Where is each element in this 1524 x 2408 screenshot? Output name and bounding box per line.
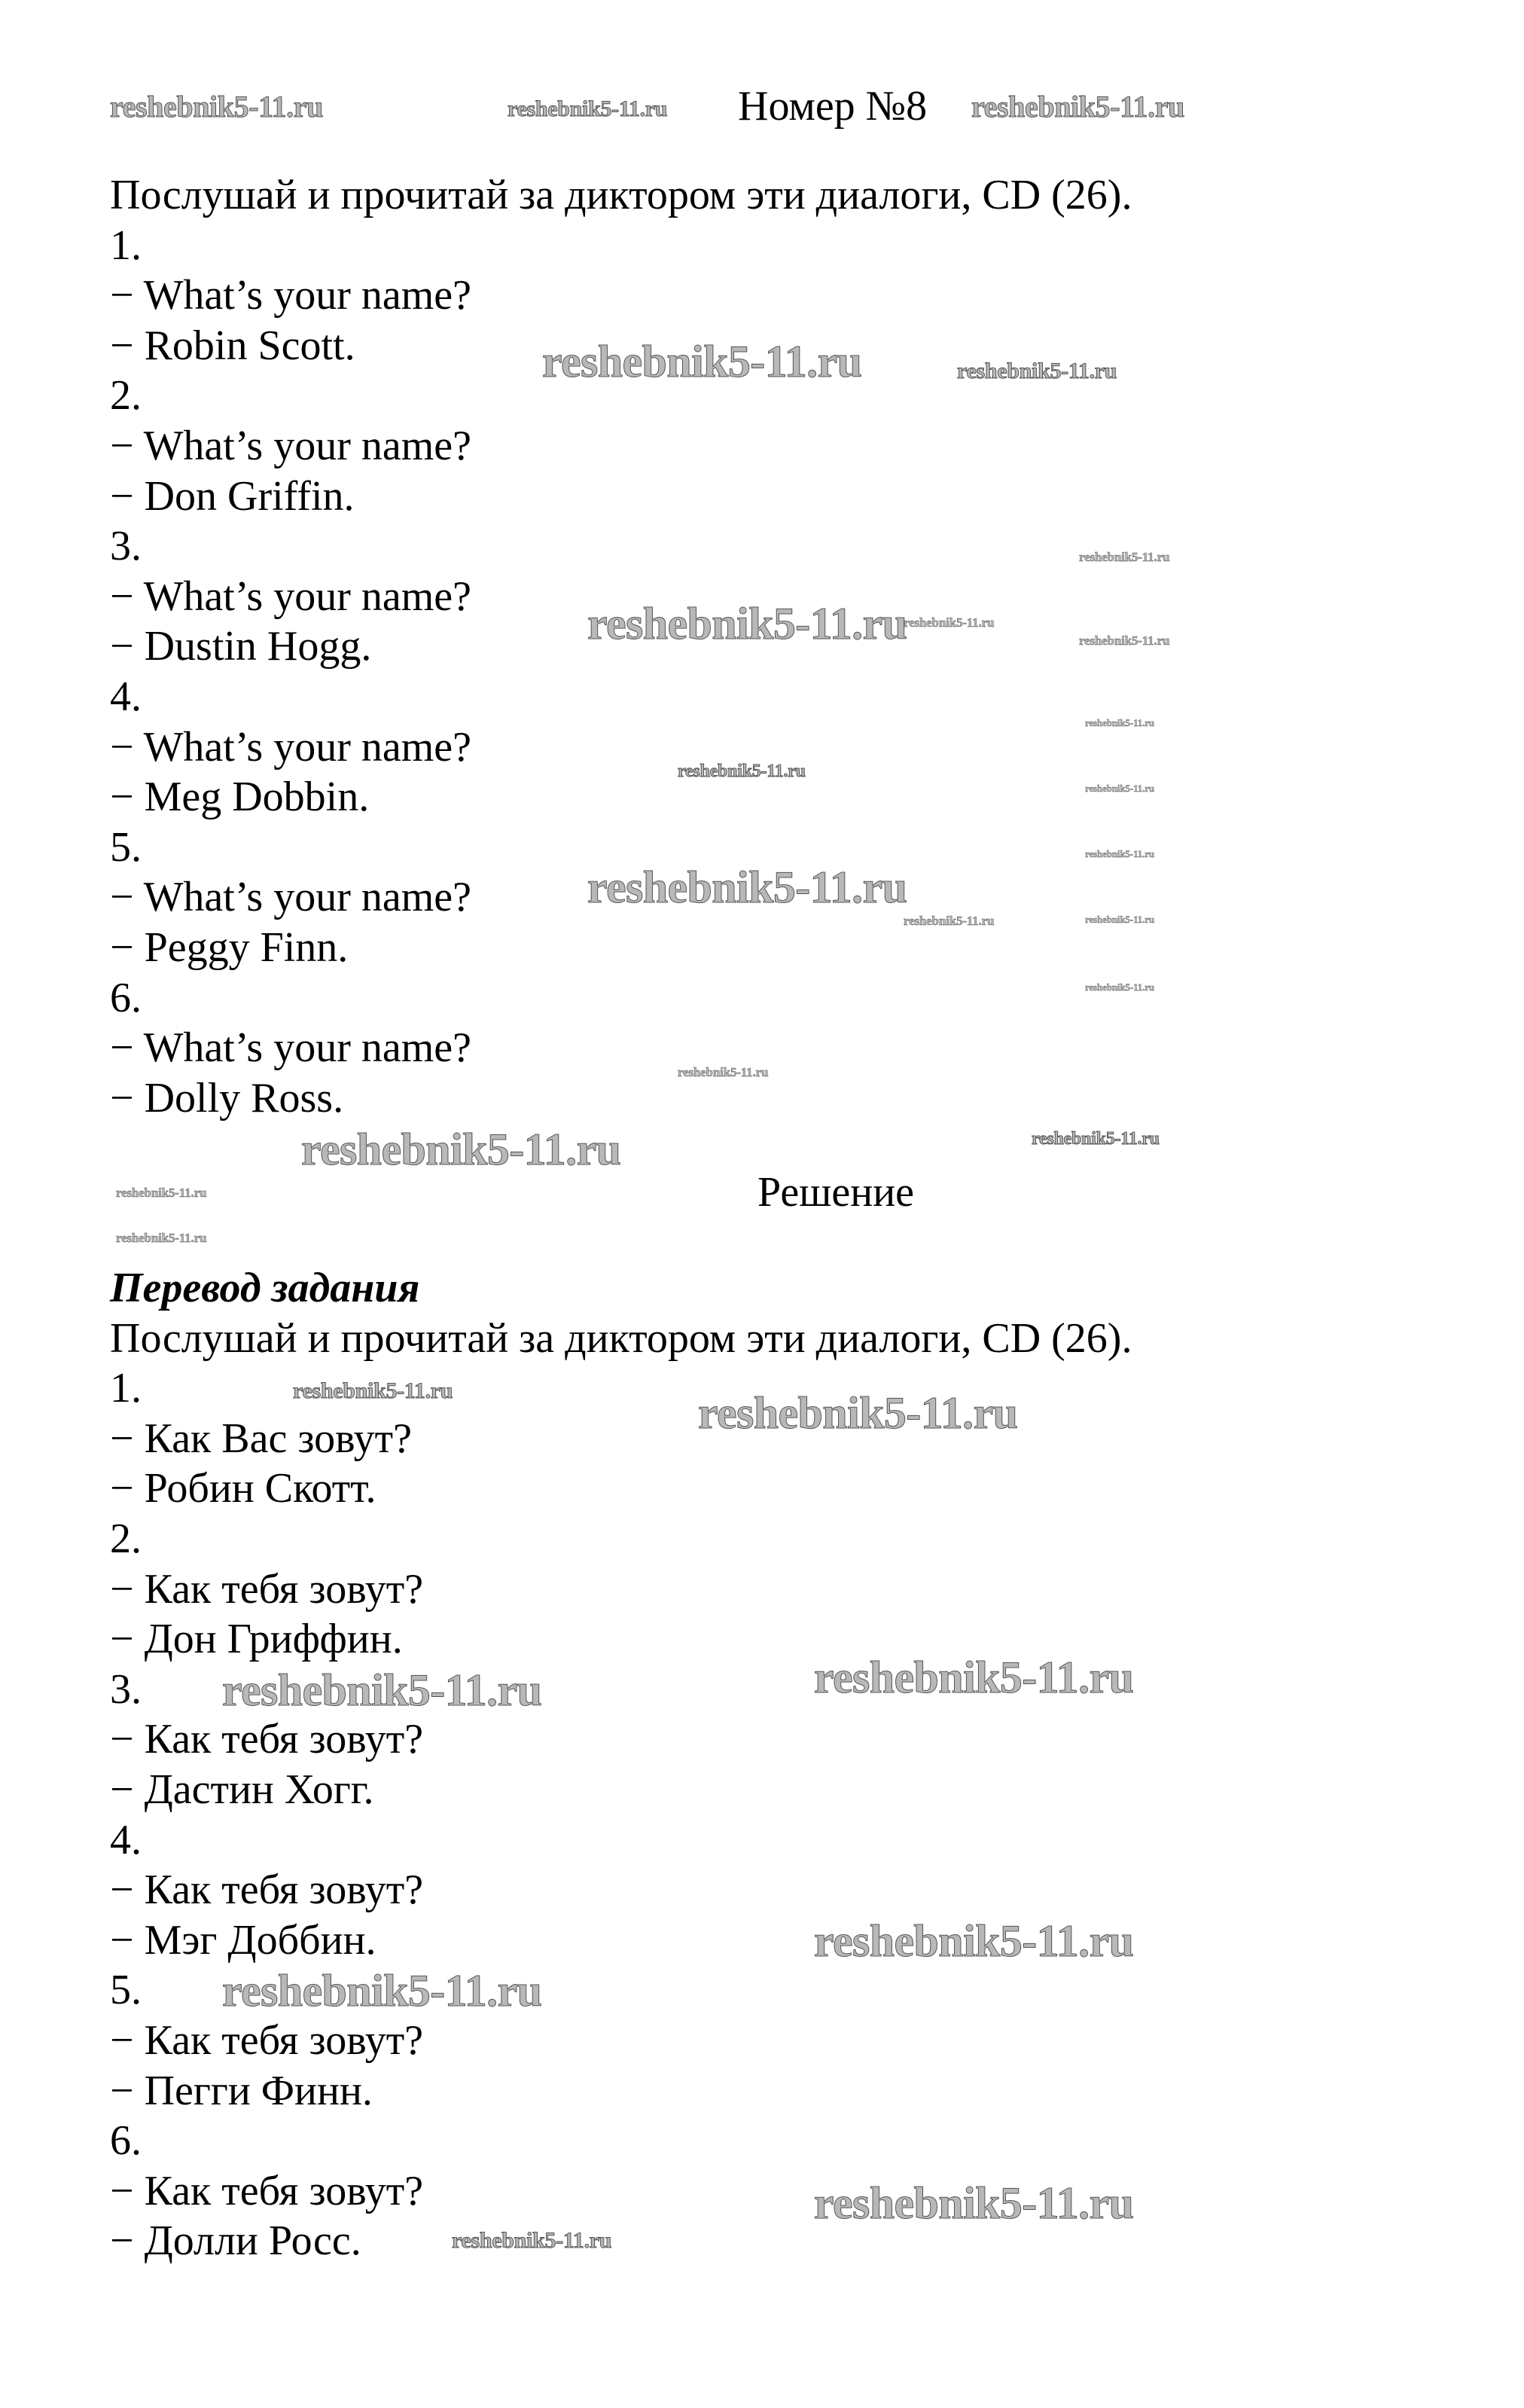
dialog-line: 3. xyxy=(110,523,142,570)
watermark: reshebnik5-11.ru xyxy=(904,914,995,928)
task-intro: Послушай и прочитай за диктором эти диалоги, CD (26). xyxy=(110,172,1132,218)
dialog-line: − Meg Dobbin. xyxy=(110,774,370,821)
dialog-line: 2. xyxy=(110,1515,142,1562)
watermark: reshebnik5-11.ru xyxy=(678,1065,769,1079)
dialog-line: − Dustin Hogg. xyxy=(110,623,372,670)
watermark: reshebnik5-11.ru xyxy=(1079,633,1170,648)
dialog-line: − Как тебя зовут? xyxy=(110,2016,424,2064)
watermark: reshebnik5-11.ru xyxy=(587,862,907,912)
dialog-line: − What’s your name? xyxy=(110,272,471,319)
watermark: reshebnik5-11.ru xyxy=(971,90,1184,124)
dialog-line: 2. xyxy=(110,372,142,420)
watermark: reshebnik5-11.ru xyxy=(301,1125,621,1174)
watermark: reshebnik5-11.ru xyxy=(1085,717,1154,728)
dialog-line: − What’s your name? xyxy=(110,874,471,921)
watermark: reshebnik5-11.ru xyxy=(110,90,323,124)
watermark: reshebnik5-11.ru xyxy=(698,1388,1018,1438)
watermark: reshebnik5-11.ru xyxy=(678,761,806,781)
watermark: reshebnik5-11.ru xyxy=(1079,550,1170,564)
dialog-line: − Dolly Ross. xyxy=(110,1074,344,1122)
dialog-line: − Дастин Хогг. xyxy=(110,1766,374,1813)
dialog-line: 6. xyxy=(110,974,142,1021)
solution-label: Решение xyxy=(757,1169,915,1216)
dialog-line: 5. xyxy=(110,823,142,871)
dialog-line: 4. xyxy=(110,673,142,720)
dialog-line: 5. xyxy=(110,1967,142,2014)
watermark: reshebnik5-11.ru xyxy=(116,1231,207,1245)
dialog-line: 3. xyxy=(110,1665,142,1713)
watermark: reshebnik5-11.ru xyxy=(452,2228,612,2253)
watermark: reshebnik5-11.ru xyxy=(814,2178,1134,2228)
dialog-line: − Пегги Финн. xyxy=(110,2067,373,2114)
dialog-line: − Как тебя зовут? xyxy=(110,1866,424,1914)
dialog-line: − Как тебя зовут? xyxy=(110,2167,424,2214)
dialog-line: − What’s your name? xyxy=(110,723,471,771)
dialog-line: − What’s your name? xyxy=(110,422,471,469)
dialog-line: − Робин Скотт. xyxy=(110,1465,376,1512)
watermark: reshebnik5-11.ru xyxy=(1085,783,1154,794)
watermark: reshebnik5-11.ru xyxy=(1085,914,1154,925)
watermark: reshebnik5-11.ru xyxy=(542,337,862,386)
dialog-line: − Долли Росс. xyxy=(110,2217,361,2265)
page-title: Номер №8 xyxy=(738,83,928,130)
dialog-line: − Мэг Доббин. xyxy=(110,1916,376,1964)
translation-heading: Перевод задания xyxy=(110,1265,420,1311)
dialog-line: − What’s your name? xyxy=(110,1024,471,1072)
watermark: reshebnik5-11.ru xyxy=(1032,1129,1160,1149)
watermark: reshebnik5-11.ru xyxy=(957,359,1117,383)
watermark: reshebnik5-11.ru xyxy=(222,1966,542,2016)
dialog-line: − Дон Гриффин. xyxy=(110,1616,403,1663)
watermark: reshebnik5-11.ru xyxy=(814,1916,1134,1966)
dialog-line: − What’s your name? xyxy=(110,572,471,620)
dialog-line: − Robin Scott. xyxy=(110,322,355,369)
dialog-line: 1. xyxy=(110,221,142,269)
dialog-line: − Peggy Finn. xyxy=(110,923,349,971)
watermark: reshebnik5-11.ru xyxy=(587,599,907,649)
dialog-line: − Как тебя зовут? xyxy=(110,1565,424,1613)
dialog-line: 4. xyxy=(110,1816,142,1863)
watermark: reshebnik5-11.ru xyxy=(1085,981,1154,993)
watermark: reshebnik5-11.ru xyxy=(116,1186,207,1200)
watermark: reshebnik5-11.ru xyxy=(293,1378,453,1403)
dialog-line: − Как Вас зовут? xyxy=(110,1415,412,1462)
dialog-line: 1. xyxy=(110,1365,142,1412)
watermark: reshebnik5-11.ru xyxy=(1085,848,1154,859)
watermark: reshebnik5-11.ru xyxy=(904,615,995,630)
dialog-line: − Don Griffin. xyxy=(110,472,355,520)
watermark: reshebnik5-11.ru xyxy=(507,96,668,121)
dialog-line: 6. xyxy=(110,2117,142,2165)
watermark: reshebnik5-11.ru xyxy=(814,1653,1134,1702)
translation-intro: Послушай и прочитай за диктором эти диалоги, CD (26). xyxy=(110,1314,1132,1362)
dialog-line: − Как тебя зовут? xyxy=(110,1716,424,1763)
watermark: reshebnik5-11.ru xyxy=(222,1665,542,1715)
